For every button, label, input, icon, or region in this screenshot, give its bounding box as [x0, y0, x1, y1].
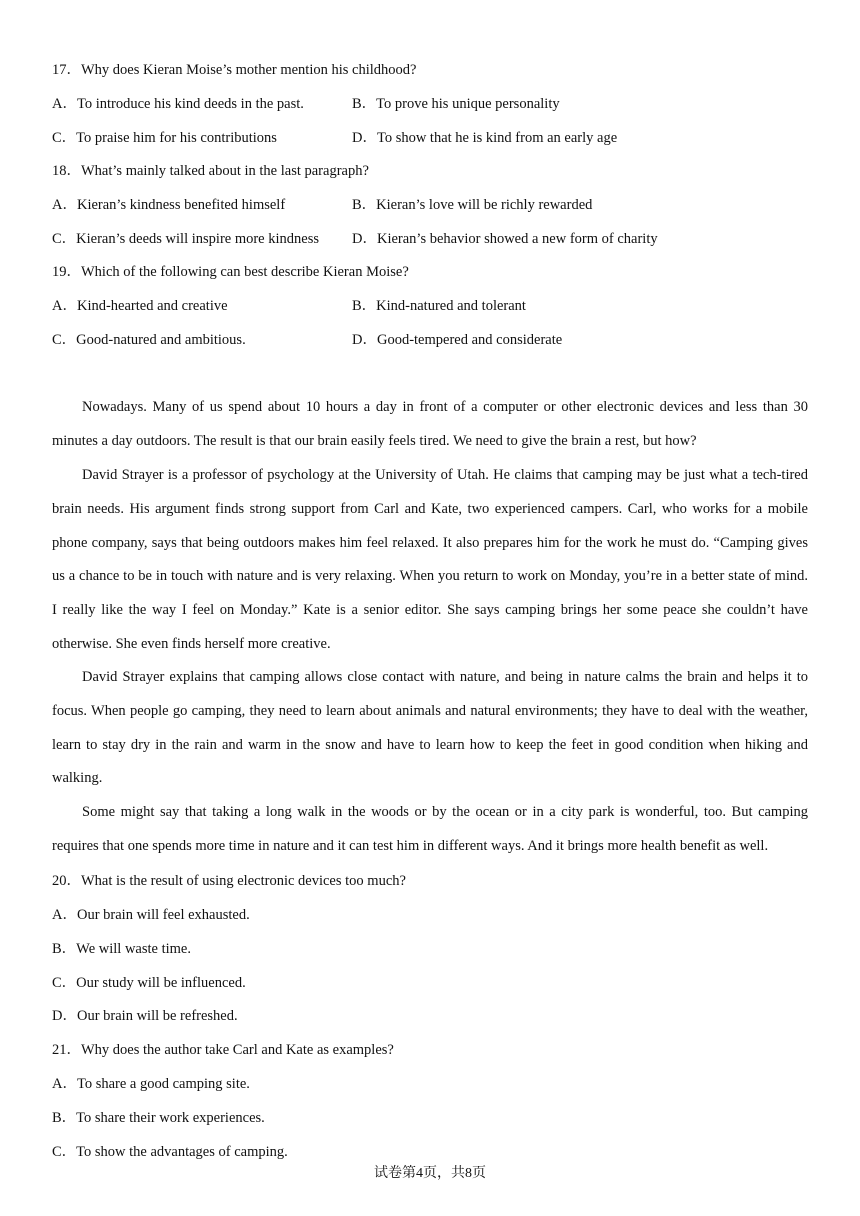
question-17-option-a: A．To introduce his kind deeds in the past.: [52, 96, 304, 112]
page-footer: 试卷第4页，共8页: [374, 1166, 486, 1181]
passage-paragraph-1: Nowadays. Many of us spend about 10 hours a day in front of a computer or other electronic devices and less than 30 minutes a day outdoors. The result is that our brain easily feels tired. We need to give the brain a rest, but how?: [52, 399, 808, 449]
question-18-stem: 18．What’s mainly talked about in the last paragraph?: [52, 163, 369, 179]
passage-paragraph-2: David Strayer is a professor of psychology at the University of Utah. He claims that camping may be just what a tech-tired brain needs. His argument finds strong support from Carl and Kate, two experienced campers. Carl, who works for a mobile phone company, says that being outdoors makes him feel relaxed. It also prepares him for the work he must do. “Camping gives us a chance to be in touch with nature and is very relaxing. When you return to work on Monday, you’re in a better state of mind. I really like the way I feel on Monday.” Kate is a senior editor. She says camping brings her some peace she couldn’t have otherwise. She even finds herself more creative.: [52, 467, 808, 652]
question-20-stem: 20．What is the result of using electronic devices too much?: [52, 873, 406, 889]
question-21-option-a: A．To share a good camping site.: [52, 1076, 250, 1092]
question-19-option-b: B．Kind-natured and tolerant: [352, 298, 526, 314]
question-17-stem: 17．Why does Kieran Moise’s mother mention his childhood?: [52, 62, 417, 78]
question-20-option-a: A．Our brain will feel exhausted.: [52, 907, 250, 923]
question-17-option-d: D．To show that he is kind from an early age: [352, 130, 618, 146]
question-20-option-c: C．Our study will be influenced.: [52, 975, 246, 991]
question-19-option-d: D．Good-tempered and considerate: [352, 332, 563, 348]
question-21-option-b: B．To share their work experiences.: [52, 1110, 265, 1126]
question-18-option-a: A．Kieran’s kindness benefited himself: [52, 197, 286, 213]
passage-paragraph-4: Some might say that taking a long walk in the woods or by the ocean or in a city park is wonderful, too. But camping requires that one spends more time in nature and it can test him in different ways. And it brings more health benefit as well.: [52, 804, 808, 854]
question-18-option-d: D．Kieran’s behavior showed a new form of charity: [352, 231, 658, 247]
question-21-option-c: C．To show the advantages of camping.: [52, 1144, 288, 1160]
question-17-option-c: C．To praise him for his contributions: [52, 130, 277, 146]
question-20-option-b: B．We will waste time.: [52, 941, 191, 957]
question-18-option-c: C．Kieran’s deeds will inspire more kindness: [52, 231, 319, 247]
question-19-option-c: C．Good-natured and ambitious.: [52, 332, 246, 348]
question-18-option-b: B．Kieran’s love will be richly rewarded: [352, 197, 593, 213]
passage-paragraph-3: David Strayer explains that camping allows close contact with nature, and being in nature calms the brain and helps it to focus. When people go camping, they need to learn about animals and natural environments; they have to deal with the weather, learn to stay dry in the rain and warm in the snow and have to learn how to keep the feet in good condition when hiking and walking.: [52, 669, 808, 787]
question-19-option-a: A．Kind-hearted and creative: [52, 298, 228, 314]
question-20-option-d: D．Our brain will be refreshed.: [52, 1008, 238, 1024]
question-17-option-b: B．To prove his unique personality: [352, 96, 560, 112]
question-21-stem: 21．Why does the author take Carl and Kate as examples?: [52, 1042, 394, 1058]
question-19-stem: 19．Which of the following can best describe Kieran Moise?: [52, 264, 409, 280]
